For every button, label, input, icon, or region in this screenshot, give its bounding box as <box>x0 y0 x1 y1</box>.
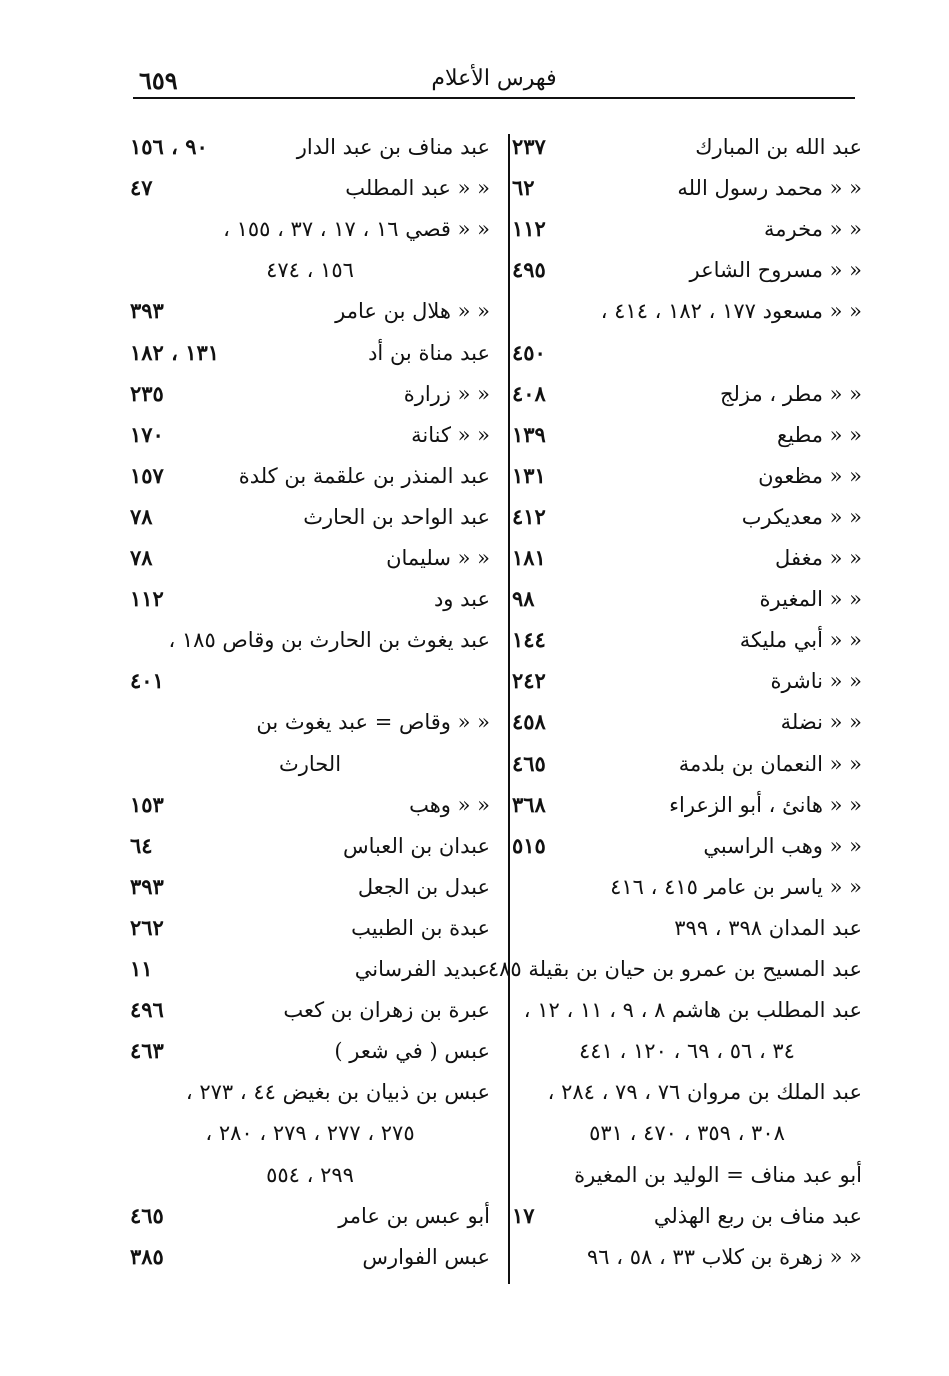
index-entry <box>512 1075 862 1109</box>
index-entry <box>130 582 490 616</box>
entry-name: عبد يغوث بن الحارث بن وقاص ١٨٥ ، <box>168 628 490 653</box>
entry-name: عبد ود <box>433 587 490 612</box>
entry-page-ref: ٤٦٣ <box>130 1038 164 1064</box>
entry-name: « « المغيرة <box>759 587 862 612</box>
entry-name: « « وقاص = عبد يغوث بن <box>256 710 490 735</box>
entry-name: « « ياسر بن عامر ٤١٥ ، ٤١٦ <box>610 874 862 899</box>
entry-page-ref: ٣٩٣ <box>130 298 164 324</box>
index-entry <box>512 870 862 904</box>
entry-name: عبد مناف بن ربع الهذلي <box>653 1203 862 1228</box>
entry-page-ref: ٧٨ <box>130 503 153 529</box>
page-title: فهرس الأعلام <box>431 66 557 91</box>
entry-page-ref: ١٣١ <box>512 462 546 488</box>
entry-name: أبو عبس بن عامر <box>338 1203 490 1228</box>
index-entry <box>130 377 490 411</box>
entry-name: « « عبد المطلب <box>345 176 490 201</box>
index-entry <box>512 829 862 863</box>
index-entry <box>512 993 862 1027</box>
index-entry <box>512 541 862 575</box>
index-entry <box>130 788 490 822</box>
index-entry <box>130 1075 490 1109</box>
index-entry <box>130 911 490 945</box>
entry-page-ref: ٣٦٨ <box>512 791 546 817</box>
entry-name: عبدان بن العباس <box>342 833 490 858</box>
index-entry <box>130 829 490 863</box>
entry-page-ref: ٢٣٧ <box>512 134 546 159</box>
entry-name: أبو عبد مناف = الوليد بن المغيرة <box>574 1162 862 1187</box>
entry-name: « « مطيع <box>776 422 862 447</box>
entry-name: عبد مناف بن عبد الدار <box>296 135 490 159</box>
entry-name: « « مسعود ١٧٧ ، ١٨٢ ، ٤١٤ ، <box>600 299 862 324</box>
index-entry <box>512 336 862 370</box>
entry-name: عبد المسيح بن عمرو بن حيان بن بقيلة ٤٨٥ <box>487 957 862 981</box>
entry-name: « « نضلة <box>780 710 862 735</box>
entry-name: عبس بن ذبيان بن بغيض ٤٤ ، ٢٧٣ ، <box>185 1080 490 1105</box>
entry-page-ref: ٤٠١ <box>130 668 164 694</box>
index-entry <box>512 1199 862 1233</box>
index-entry <box>512 623 862 657</box>
index-entry <box>512 788 862 822</box>
entry-continuation: ٢٧٥ ، ٢٧٧ ، ٢٧٩ ، ٢٨٠ ، <box>205 1121 415 1146</box>
index-entry <box>512 1116 862 1150</box>
entry-page-ref: ٤٠٨ <box>512 380 546 406</box>
entry-name: « « محمد رسول الله <box>677 176 862 201</box>
index-entry <box>130 747 490 781</box>
entry-page-ref: ٢٤٢ <box>512 668 546 694</box>
entry-page-ref: ٤٩٦ <box>130 997 164 1023</box>
index-entry <box>512 459 862 493</box>
index-entry <box>512 664 862 698</box>
index-entry <box>130 993 490 1027</box>
page-number: ٦٥٩ <box>139 66 178 95</box>
entry-page-ref: ١٣١ ، ١٨٢ <box>130 339 220 365</box>
entry-page-ref: ١١ <box>130 956 153 981</box>
index-entry <box>130 418 490 452</box>
entry-page-ref: ٢٦٢ <box>130 914 164 940</box>
entry-name: « « مطر ، مزلج <box>719 381 862 406</box>
index-entry <box>512 747 862 781</box>
entry-name: « « مسروح الشاعر <box>689 258 862 283</box>
entry-page-ref: ٣٨٥ <box>130 1243 164 1269</box>
entry-name: عبس ( في شعر ) <box>334 1039 490 1064</box>
entry-name: عبدل بن الجعل <box>357 874 490 899</box>
index-entry <box>512 130 862 164</box>
entry-page-ref: ١٥٧ <box>130 462 164 488</box>
index-entry <box>512 1240 862 1274</box>
entry-page-ref: ٩٠ ، ١٥٦ <box>130 134 208 159</box>
entry-name: « « مخرمة <box>764 217 862 242</box>
index-entry <box>130 212 490 246</box>
entry-continuation: ٣٠٨ ، ٣٥٩ ، ٤٧٠ ، ٥٣١ <box>589 1121 785 1146</box>
index-entry <box>130 1240 490 1274</box>
entry-name: عبد المدان ٣٩٨ ، ٣٩٩ <box>674 915 862 940</box>
index-entry <box>130 705 490 739</box>
index-entry <box>512 418 862 452</box>
index-entry <box>512 1158 862 1192</box>
entry-name: عبرة بن زهران بن كعب <box>283 998 490 1023</box>
entry-page-ref: ٥١٥ <box>512 832 546 858</box>
entry-name: « « وهب <box>409 792 490 817</box>
index-entry <box>512 294 862 328</box>
entry-name: عبد مناة بن أد <box>368 340 490 365</box>
entry-page-ref: ١٧ <box>512 1202 535 1228</box>
entry-page-ref: ١٣٩ <box>512 421 546 447</box>
entry-name: « « النعمان بن بلدمة <box>678 751 862 776</box>
entry-name: عبس الفوارس <box>362 1244 490 1269</box>
index-entry <box>130 253 490 287</box>
index-entry <box>512 500 862 534</box>
index-entry <box>130 171 490 205</box>
entry-continuation: ٣٤ ، ٥٦ ، ٦٩ ، ١٢٠ ، ٤٤١ <box>579 1039 795 1064</box>
entry-page-ref: ٤٥٠ <box>512 339 546 365</box>
index-entry <box>130 336 490 370</box>
index-entry <box>512 253 862 287</box>
index-entry <box>130 1199 490 1233</box>
entry-name: « « كنانة <box>411 422 490 447</box>
entry-name: « « قصي ١٦ ، ١٧ ، ٣٧ ، ١٥٥ ، <box>223 217 490 242</box>
entry-name: عبد الله بن المبارك <box>695 135 862 159</box>
entry-name: « « هانئ ، أبو الزعراء <box>669 792 862 817</box>
index-entry <box>130 1034 490 1068</box>
entry-name: عبديد الفرساني <box>354 957 490 981</box>
entry-page-ref: ١١٢ <box>130 586 164 612</box>
entry-name: « « معديكرب <box>741 504 862 529</box>
entry-page-ref: ٧٨ <box>130 545 153 570</box>
index-entry <box>130 500 490 534</box>
entry-continuation: ١٥٦ ، ٤٧٤ <box>266 258 354 283</box>
page-header <box>135 62 853 98</box>
entry-page-ref: ١٧٠ <box>130 421 164 447</box>
entry-name: « « زرارة <box>403 381 490 406</box>
index-entry <box>130 541 490 575</box>
entry-continuation: الحارث <box>278 751 342 776</box>
entry-page-ref: ٤٩٥ <box>512 257 546 283</box>
entry-page-ref: ١١٢ <box>512 216 546 242</box>
index-entry <box>512 212 862 246</box>
entry-page-ref: ٦٢ <box>512 175 535 201</box>
index-entry <box>512 377 862 411</box>
index-entry <box>487 952 862 986</box>
index-entry <box>130 459 490 493</box>
entry-page-ref: ٢٣٥ <box>130 380 164 406</box>
index-entry <box>130 623 490 657</box>
header-rule <box>133 97 855 99</box>
index-entry <box>130 1116 490 1150</box>
entry-page-ref: ١٨١ <box>512 545 546 570</box>
entry-continuation: ٢٩٩ ، ٥٥٤ <box>266 1162 354 1187</box>
entry-page-ref: ٣٩٣ <box>130 873 164 899</box>
index-entry <box>130 952 490 986</box>
entry-name: عبد المنذر بن علقمة بن كلدة <box>238 463 490 488</box>
entry-page-ref: ٤٦٥ <box>130 1202 164 1228</box>
entry-name: « « أبي مليكة <box>739 628 862 653</box>
entry-name: « « مظعون <box>758 463 862 488</box>
index-entry <box>130 130 490 164</box>
entry-page-ref: ٤١٢ <box>512 503 546 529</box>
index-entry <box>130 1158 490 1192</box>
entry-name: « « هلال بن عامر <box>335 299 490 324</box>
entry-name: عبدة بن الطبيب <box>351 915 490 940</box>
entry-page-ref: ٩٨ <box>512 586 535 612</box>
entry-name: « « سليمان <box>386 546 490 570</box>
entry-page-ref: ١٤٤ <box>512 627 546 653</box>
index-entry <box>130 294 490 328</box>
index-entry <box>512 705 862 739</box>
entry-name: « « وهب الراسبي <box>703 833 862 858</box>
entry-page-ref: ٤٦٥ <box>512 750 546 776</box>
entry-page-ref: ٤٧ <box>130 175 153 201</box>
entry-name: عبد الواحد بن الحارث <box>303 504 490 529</box>
entry-name: « « زهرة بن كلاب ٣٣ ، ٥٨ ، ٩٦ <box>587 1244 862 1269</box>
entry-name: عبد المطلب بن هاشم ٨ ، ٩ ، ١١ ، ١٢ ، <box>523 998 862 1023</box>
index-entry <box>512 1034 862 1068</box>
index-entry <box>512 582 862 616</box>
index-entry <box>512 171 862 205</box>
entry-name: « « ناشرة <box>770 669 862 694</box>
entry-name: « « مغفل <box>775 546 862 570</box>
entry-page-ref: ٦٤ <box>130 832 153 858</box>
index-entry <box>130 870 490 904</box>
entry-page-ref: ٤٥٨ <box>512 709 546 735</box>
index-entry <box>130 664 490 698</box>
column-divider <box>508 134 510 1284</box>
entry-name: عبد الملك بن مروان ٧٦ ، ٧٩ ، ٢٨٤ ، <box>547 1080 862 1105</box>
index-entry <box>512 911 862 945</box>
entry-page-ref: ١٥٣ <box>130 791 164 817</box>
